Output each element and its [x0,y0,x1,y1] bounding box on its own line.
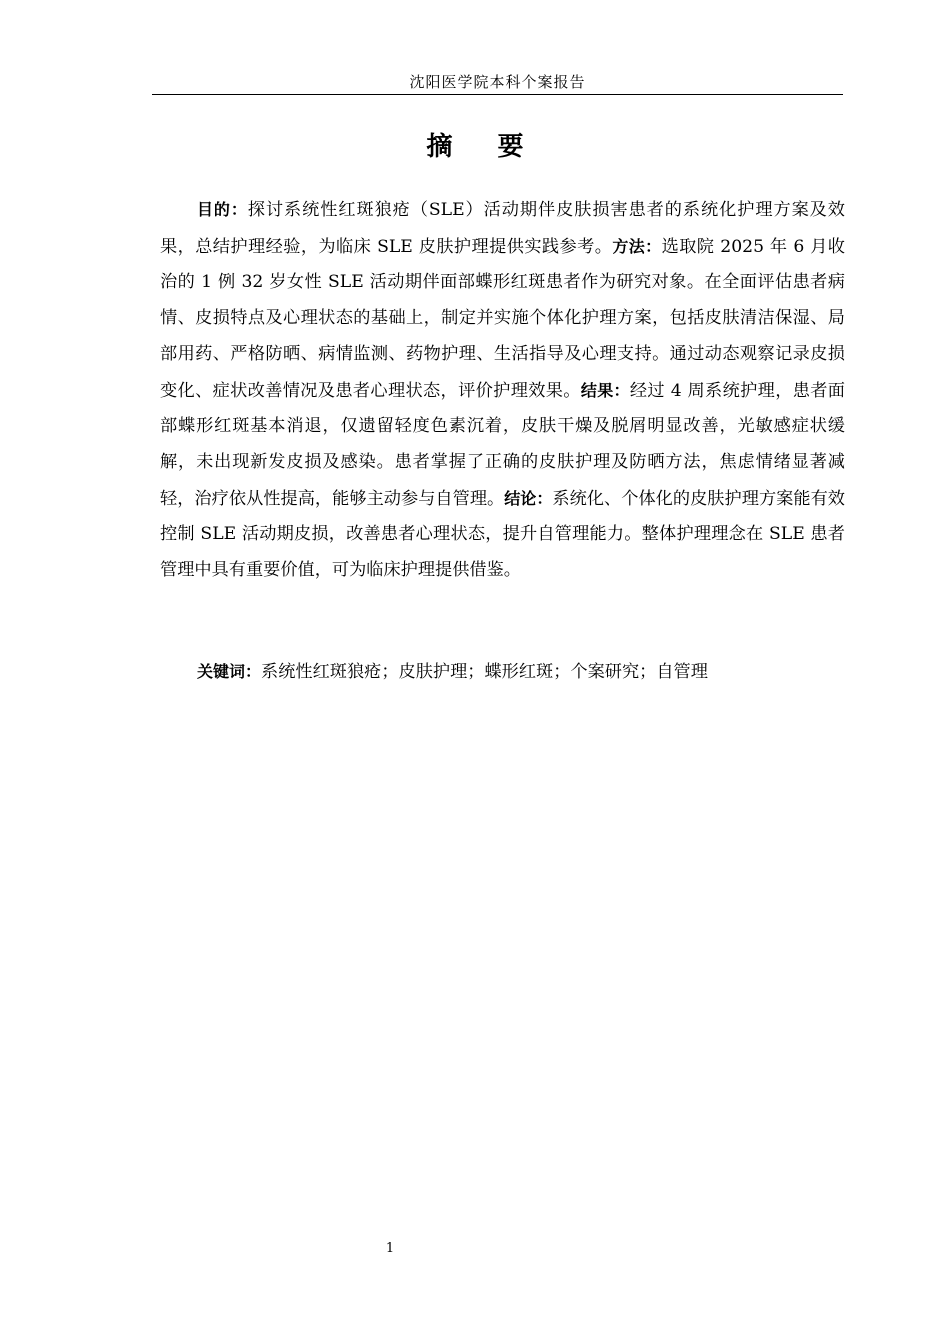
method-label: 方法： [612,236,662,256]
method-text: 选取院 2025 年 6 月收治的 1 例 32 岁女性 SLE 活动期伴面部蝶形红斑患者作为研究对象。在全面评估患者病情、皮损特点及心理状态的基础上，制定并实施个体化护理方案，包括皮肤清洁保湿、局部用药、严格防晒、病情监测、药物护理、生活指导及心理支持。通过动态观察记录皮损变化、症状改善情况及患者心理状态，评价护理效果。 [160,236,845,401]
result-label: 结果： [580,380,630,400]
page-number: 1 [385,1241,395,1256]
keywords [197,656,847,688]
page-header [152,72,843,95]
keywords-text: 系统性红斑狼疮；皮肤护理；蝶形红斑；个案研究；自管理 [261,662,708,682]
objective-text: 探讨系统性红斑狼疮（SLE）活动期伴皮肤损害患者的系统化护理方案及效果，总结护理经验，为临床 SLE 皮肤护理提供实践参考。 [160,200,845,257]
abstract-body [160,192,845,589]
conclusion-label: 结论： [504,488,553,508]
conclusion-text: 系统化、个体化的皮肤护理方案能有效控制 SLE 活动期皮损，改善患者心理状态，提升自管理能力。整体护理理念在 SLE 患者管理中具有重要价值，可为临床护理提供借鉴。 [160,488,845,581]
keywords-label: 关键词： [197,662,262,681]
objective-label: 目的： [197,200,248,219]
result-text: 经过 4 周系统护理，患者面部蝶形红斑基本消退，仅遗留轻度色素沉着，皮肤干燥及脱屑明显改善，光敏感症状缓解，未出现新发皮损及感染。患者掌握了正确的皮肤护理及防晒方法，焦虑情绪显著减轻，治疗依从性提高，能够主动参与自管理。 [160,380,845,509]
abstract-title: 摘 要 [426,132,542,162]
header-title: 沈阳医学院本科个案报告 [409,73,586,91]
